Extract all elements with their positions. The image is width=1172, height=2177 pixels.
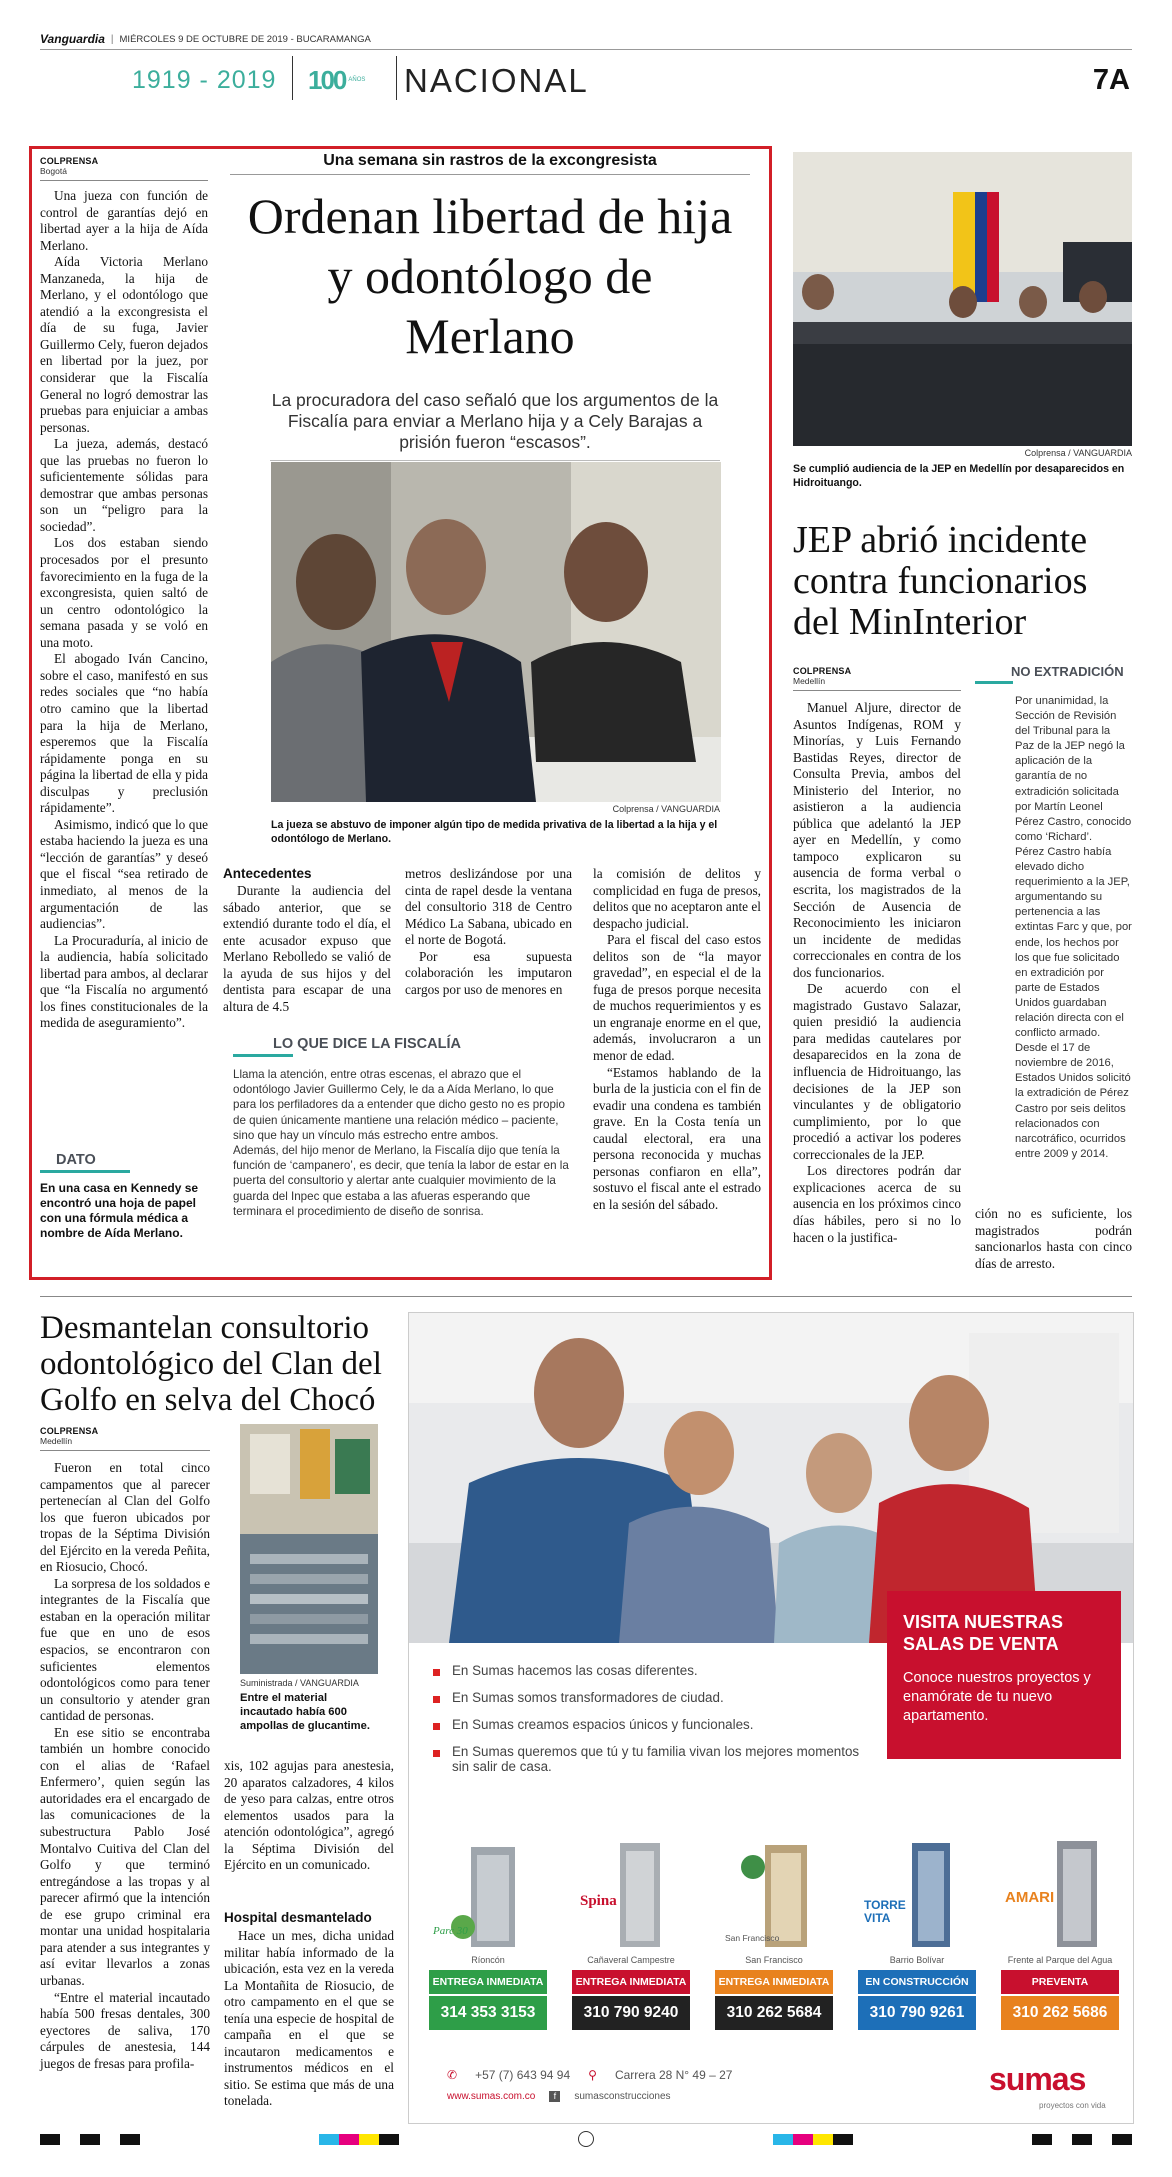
project-name: San Francisco (725, 1933, 780, 1943)
ad-web: www.sumas.com.co f sumasconstrucciones (447, 2091, 671, 2102)
crosshair-icon (578, 2131, 594, 2147)
project-name: AMARI (1005, 1889, 1055, 1906)
dateline: MIÉRCOLES 9 DE OCTUBRE DE 2019 - BUCARAMANGA (119, 33, 371, 45)
sumas-ad (408, 1312, 1134, 2124)
golfo-headline: Desmantelan consultorio odontológico del Clan del Golfo en selva del Chocó (40, 1310, 382, 1418)
ad-banner: VISITA NUESTRAS SALAS DE VENTA Conoce nuestros proyectos y enamórate de tu nuevo apartamento. (887, 1591, 1121, 1759)
ad-tagline: proyectos con vida (1039, 2101, 1106, 2110)
main-col4: la comisión de delitos y complicidad en fuga de presos, delitos que no aceptaron ante el despacho judicial. Para el fiscal del caso estos delitos son de “la mayor gravedad”, en especial el de la fuga de presos porque necesita de muchos requerimientos y es un engranaje enorme en el que, además, involucraron a un menor de edad. “Estamos hablando de la burla de la justicia con el fin de evadir una condena es también grave. En la Costa tenía un caudal electoral, era una persona reconocida y muchas personas confiaron en ella”, sostuvo el fiscal ante el estrado en la sesión del sábado. (593, 866, 761, 1212)
main-kicker: Una semana sin rastros de la excongresista (323, 152, 657, 169)
registration-strip (40, 2132, 1132, 2146)
project-location: Cañaveral Campestre (587, 1955, 675, 1965)
ad-bullets (433, 1663, 863, 1786)
project-location: Frente al Parque del Agua (1007, 1955, 1113, 1965)
golfo-photo-caption: Entre el material incautado había 600 ampollas de glucantime. (240, 1692, 370, 1732)
project-status: ENTREGA INMEDIATA (429, 1970, 547, 1994)
project-name: TORRE VITA (864, 1898, 906, 1925)
jep-byline: COLPRENSA Medellín (793, 666, 852, 686)
project-location: San Francisco (745, 1955, 803, 1965)
golfo-subhead: Hospital desmantelado (224, 1910, 372, 1925)
page-number: 7A (1092, 64, 1130, 96)
jep-photo (793, 152, 1132, 446)
fiscalia-box: LO QUE DICE LA FISCALÍA Llama la atención, entre otras escenas, el abrazo que el odontólogo Javier Guillermo Cely, le da a Aída Merlano, lo que para los perfiladores da a entender que dicho gesto no es propio de quien únicamente mantiene una relación médico – paciente, sino que hay un vínculo más estrecho entre ambos. Además, del hijo menor de Merlano, la Fiscalía dijo que tenía la función de ‘campanero’, es decir, que tenía la labor de estar en la puerta del consultorio y alertar ante cualquier movimiento de la guarda del Inpec que estaba a las afueras esperando que terminara el procedimiento de diseño de sonrisa. (233, 1036, 569, 1218)
main-photo-caption: La jueza se abstuvo de imponer algún tipo de medida privativa de la libertad a la hija y el odontólogo de Merlano. (271, 819, 718, 845)
jep-headline: JEP abrió incidente contra funcionarios del MinInterior (793, 519, 1088, 643)
ad-bullet: En Sumas hacemos las cosas diferentes. (433, 1663, 863, 1678)
phone-icon: ✆ (447, 2068, 458, 2082)
main-photo-credit: Colprensa / VANGUARDIA (612, 804, 720, 814)
main-col2-top: Durante la audiencia del sábado anterior, que se extendió durante todo el día, el ente acusador expuso que Merlano Rebolledo se valió de la ayuda de sus hijos y del dentista para escapar de una altura de 4.5 (223, 883, 391, 1014)
project-phone: 310 262 5684 (715, 1996, 833, 2030)
jep-col2-end: ción no es suficiente, los magistrados podrán sancionarlos hasta con cinco días de arresto. (975, 1206, 1132, 1271)
main-col1: Una jueza con función de control de garantías dejó en libertad ayer a la hija de Aída Merlano. Aída Victoria Merlano Manzaneda, la hija de Merlano, y el odontólogo que atendió a la excongresista el día de su fuga, Javier Guillermo Cely, fueron dejados en libertad por la juez, por considerar que la Fiscalía General no logró demostrar las pruebas para enjuiciar a ambas personas. La jueza, además, destacó que las pruebas no fueron lo suficientemente sólidas para demostrar que ambas personas son un “peligro para la sociedad”. Los dos estaban siendo procesados por el presunto favorecimiento en la fuga de la excongresista, quien saltó de un centro odontológico la semana pasada y se voló en una moto. El abogado Iván Cancino, sobre el caso, manifestó en sus redes sociales que “no había otro camino que la libertad para la hija de Merlano, esperemos que la Fiscalía rápidamente ponga en su página la libertad de ella y pida disculpas y preclusión rápidamente”. Asimismo, indicó que lo que estaba haciendo la jueza es una “lección de garantías” y deseó que el fiscal “sea retirado de inmediato, al menos de la argumentación de las audiencias”. La Procuraduría, al inicio de la audiencia, había solicitado libertad para ambos, al declarar que “la Fiscalía no argumentó los fines constitucionales de la medida de aseguramiento”. (40, 188, 208, 1031)
ad-brand-logo: sumas (989, 2061, 1086, 2097)
project-phone: 314 353 3153 (429, 1996, 547, 2030)
project-phone: 310 790 9261 (858, 1996, 976, 2030)
main-headline: Ordenan libertad de hija y odontólogo de Merlano (247, 188, 733, 364)
golfo-photo (240, 1424, 378, 1674)
location-pin-icon: ⚲ (588, 2068, 597, 2082)
project-name: Spina (580, 1893, 617, 1909)
building-icon (880, 1837, 956, 1949)
facebook-icon: f (549, 2091, 560, 2102)
golfo-photo-credit: Suministrada / VANGUARDIA (240, 1678, 359, 1688)
jep-photo-caption: Se cumplió audiencia de la JEP en Medellín por desaparecidos en Hidroituango. (793, 463, 1125, 489)
section-name: NACIONAL (404, 62, 589, 99)
project-status: ENTREGA INMEDIATA (715, 1970, 833, 1994)
project-phone: 310 262 5686 (1001, 1996, 1119, 2030)
anniversary-logo: 100 AÑOS (308, 64, 366, 95)
project-name: Parc 30 (433, 1925, 468, 1937)
paper-name: Vanguardia (40, 32, 105, 46)
golfo-col2: xis, 102 agujas para anestesia, 20 aparatos calzadores, 4 kilos de yeso para calzas, entre otros elementos usados para la atención odontológica”, agregó la Séptima División del Ejército en un comunicado. (224, 1758, 394, 1873)
no-extradicion-box: NO EXTRADICIÓN Por unanimidad, la Sección de Revisión del Tribunal para la Paz de la JEP negó la aplicación de la garantía de no extradición solicitada por Martín Leonel Pérez Castro, conocido como ‘Richard’. Pérez Castro había elevado dicho requerimiento a la JEP, argumentando su pertenencia a las extintas Farc y que, por ende, los hechos por los que fue solicitado en extradición por parte de Estados Unidos guardaban relación directa con el conflicto armado. Desde el 17 de noviembre de 2016, Estados Unidos solicitó la extradición de Pérez Castro por seis delitos relacionados con narcotráfico, ocurridos entre 2009 y 2014. (975, 664, 1132, 1162)
project-location: Ríoncón (471, 1955, 505, 1965)
ad-bullet: En Sumas somos transformadores de ciudad. (433, 1690, 863, 1705)
project-status: ENTREGA INMEDIATA (572, 1970, 690, 1994)
jep-col1: Manuel Aljure, director de Asuntos Indígenas, ROM y Minorías, y Luis Fernando Bastidas Reyes, director de Consulta Previa, ambos del Ministerio del Interior, no asistieron a la audiencia pública que adelantó la JEP ayer en Medellín, y como tampoco explicaron su ausencia de forma verbal o escrita, los magistrados de la Sección de Ausencia de Reconocimiento les iniciaron un incidente de medidas correccionales en contra de los dos funcionarios. De acuerdo con el magistrado Gustavo Salazar, quien presidió la audiencia para medidas cautelares por desaparecidos en la zona de influencia de Hidroituango, las decisiones de la JEP son vinculantes y de obligatorio cumplimiento, por lo que procedió a activar los poderes correccionales de la JEP. Los directores podrán dar explicaciones acerca de su ausencia en los próximos cinco días hábiles, pero si no lo hacen o la justifica- (793, 700, 961, 1245)
ad-projects (429, 1833, 1119, 2053)
project-status: EN CONSTRUCCIÓN (858, 1970, 976, 1994)
project-status: PREVENTA (1001, 1970, 1119, 1994)
project-phone: 310 790 9240 (572, 1996, 690, 2030)
main-byline: COLPRENSA Bogotá (40, 156, 99, 176)
ad-contact: ✆ +57 (7) 643 94 94 ⚲ Carrera 28 N° 49 – 27 (447, 2068, 733, 2082)
dato-box: DATO En una casa en Kennedy se encontró una hoja de papel con una fórmula médica a nombre de Aída Merlano. (40, 1152, 199, 1240)
main-deck: La procuradora del caso señaló que los argumentos de la Fiscalía para enviar a Merlano hija y a Cely Barajas a prisión fueron “escasos”. (271, 390, 719, 452)
jep-photo-credit: Colprensa / VANGUARDIA (1024, 448, 1132, 458)
project-location: Barrio Bolívar (889, 1955, 945, 1965)
golfo-col2b: Hace un mes, dicha unidad militar había informado de la ubicación, esta vez en la vereda La Montañita de Riosucio, de otro campamento en el que se tenía una especie de hospital de campaña en el que se incautaron medicamentos e instrumentos médicos en el sitio. Se estima que más de una tonelada. (224, 1928, 394, 2109)
masthead: Vanguardia | MIÉRCOLES 9 DE OCTUBRE DE 2019 - BUCARAMANGA 1919 - 2019 100 AÑOS NACIONAL 7A (40, 32, 1130, 99)
years: 1919 - 2019 (132, 66, 277, 94)
main-col3-top: metros deslizándose por una cinta de rapel desde la ventana del consultorio 318 de Centro Médico La Sabana, ubicado en el norte de Bogotá. Por esa supuesta colaboración les imputaron cargos por uso de menores en (405, 866, 572, 997)
golfo-byline: COLPRENSA Medellín (40, 1426, 99, 1446)
ad-bullet: En Sumas queremos que tú y tu familia vivan los mejores momentos sin salir de casa. (433, 1744, 863, 1774)
ad-bullet: En Sumas creamos espacios únicos y funcionales. (433, 1717, 863, 1732)
main-subhead-antecedentes: Antecedentes (223, 866, 312, 881)
golfo-col1: Fueron en total cinco campamentos que al parecer pertenecían al Clan del Golfo los que fueron ubicados por tropas de la Séptima División del Ejército en la vereda Peñita, en Riosucio, Chocó. La sorpresa de los soldados e integrantes de la Fiscalía que estaban en la operación militar fue que en uno de esos espacios, se encontraron con suficientes elementos odontológicos como para tener un consultorio y atender gran cantidad de personas. En ese sitio se encontraba también un hombre conocido con el alias de ‘Rafael Enfermero’, quien según las autoridades era el encargado de las comunicaciones de la subestructura Pablo José Montalvo Cuitiva del Clan del Golfo y que terminó entregándose a las tropas y al parecer afirmó que la intención de ese grupo criminal era montar una unidad hospitalaria para atender a sus integrantes y así evitar llevarlos a zonas urbanas. “Entre el material incautado había 500 fresas dentales, 300 eyectores de saliva, 170 cárpules de anestesia, 144 juegos de fresas para profila- (40, 1460, 210, 2071)
main-photo (271, 462, 721, 802)
